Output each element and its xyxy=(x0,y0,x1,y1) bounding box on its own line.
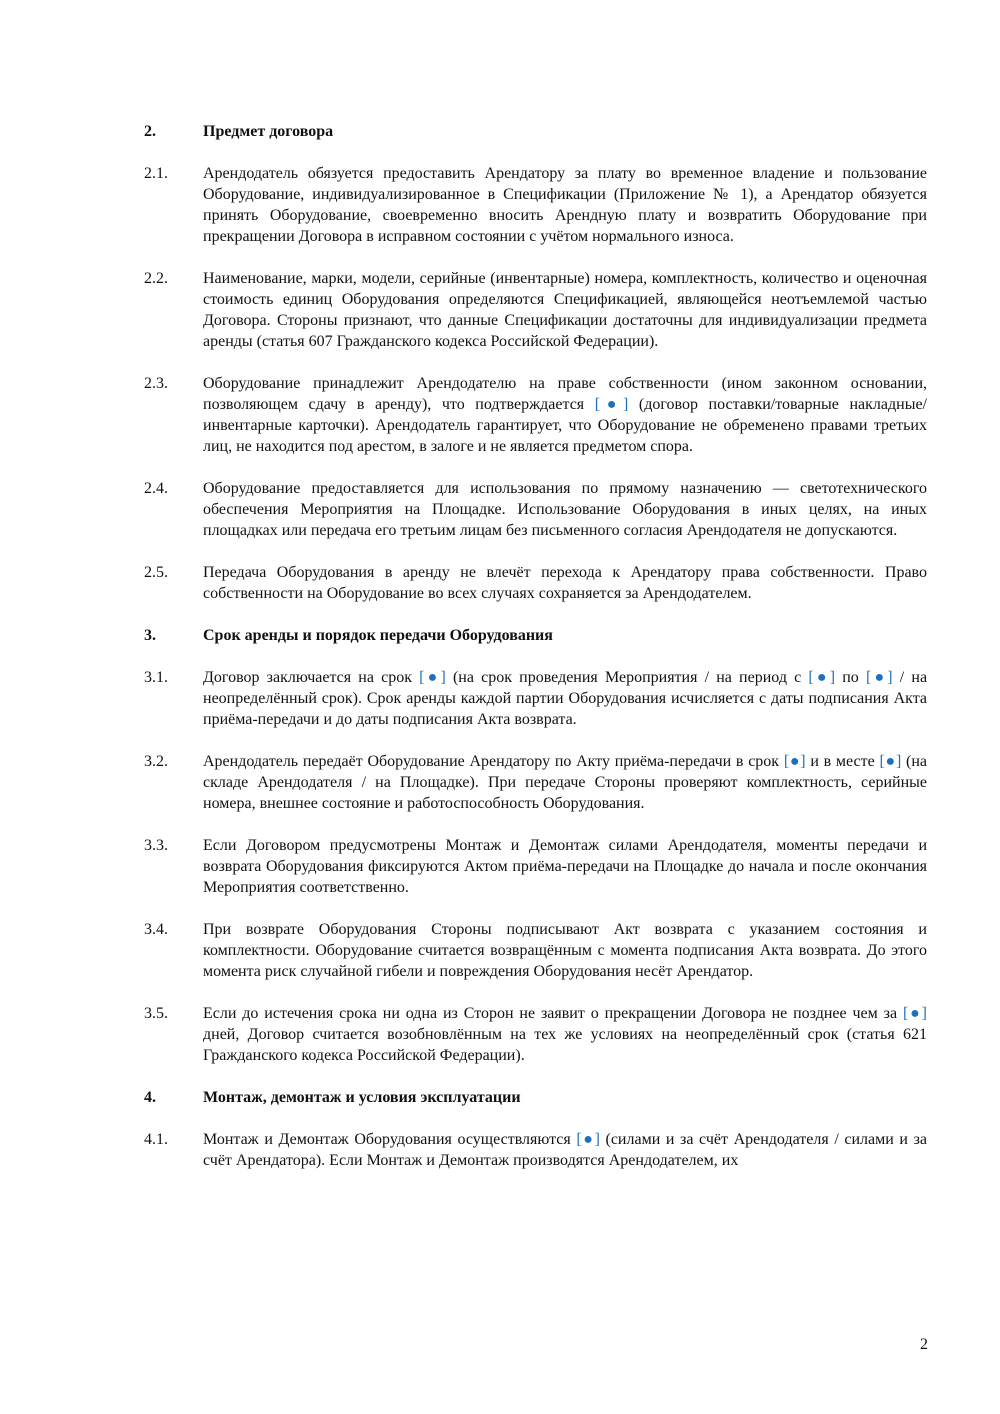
section-number: 2. xyxy=(144,123,156,140)
clause-text xyxy=(203,667,927,730)
clause-number: 3.2. xyxy=(144,753,168,770)
clause-text-segment: Наименование, марки, модели, серийные (инвентарные) номера, комплектность, количество и оценочная стоимость единиц Оборудования определяются Спецификацией, являющейся неотъемлемой частью Договора. Стороны признают, что данные Спецификации достаточны для индивидуализации предмета аренды (статья 607 Гражданского кодекса Российской Федерации). xyxy=(203,270,927,350)
clause-text-segment: Арендодатель передаёт Оборудование Арендатору по Акту приёма-передачи в срок xyxy=(203,753,784,770)
clause-text xyxy=(203,478,927,541)
clause-text-segment: (на складе Арендодателя / на Площадке). При передаче Стороны проверяют комплектность, серийные номера, внешнее состояние и работоспособность Оборудования. xyxy=(203,753,928,812)
clause-text-segment: и в месте xyxy=(805,753,880,770)
clause xyxy=(144,835,927,898)
clause-text xyxy=(203,1003,927,1066)
clause-number: 2.1. xyxy=(144,165,168,182)
page-number: 2 xyxy=(920,1336,928,1353)
clause-text xyxy=(203,1129,927,1171)
placeholder-marker: [●] xyxy=(879,753,902,770)
clause-text-segment: Если до истечения срока ни одна из Сторон не заявит о прекращении Договора не позднее чем за xyxy=(203,1005,903,1022)
clause-text-segment: Арендодатель обязуется предоставить Арендатору за плату во временное владение и пользование Оборудование, индивидуализированное в Спецификации (Приложение № 1), а Арендатор обязуется принять Оборудование, своевременно вносить Арендную плату и возвратить Оборудование при прекращении Договора в исправном состоянии с учётом нормального износа. xyxy=(203,165,927,245)
clause xyxy=(144,667,927,730)
clause-text xyxy=(203,751,927,814)
clause xyxy=(144,163,927,247)
clause-text-segment: (на срок проведения Мероприятия / на период с xyxy=(445,669,809,686)
clause xyxy=(144,268,927,352)
clause-text-segment: / на неопределённый срок). Срок аренды каждой партии Оборудования исчисляется с даты подписания Акта приёма-передачи и до даты подписания Акта возврата. xyxy=(203,669,928,728)
clause-number: 3.1. xyxy=(144,669,168,686)
clause-text-segment: по xyxy=(835,669,866,686)
clause-text xyxy=(203,562,927,604)
section-heading xyxy=(144,121,927,142)
clause-number: 3.4. xyxy=(144,921,168,938)
section-number: 4. xyxy=(144,1089,156,1106)
clause-number: 2.5. xyxy=(144,564,168,581)
clause-text-segment: (договор поставки/товарные накладные/инвентарные карточки). Арендодатель гарантирует, что Оборудование не обременено правами третьих лиц, не находится под арестом, в залоге и не является предметом спора. xyxy=(203,396,928,455)
clause-text-segment: дней, Договор считается возобновлённым на тех же условиях на неопределённый срок (статья 621 Гражданского кодекса Российской Федерации). xyxy=(203,1026,927,1064)
placeholder-marker: [●] xyxy=(576,1131,600,1148)
clause-text xyxy=(203,919,927,982)
placeholder-marker: [●] xyxy=(594,396,629,413)
section-heading xyxy=(144,1087,927,1108)
clause-text-segment: Договор заключается на срок xyxy=(203,669,420,686)
clause-number: 2.3. xyxy=(144,375,168,392)
placeholder-marker: [●] xyxy=(865,669,893,686)
clause-text-segment: Если Договором предусмотрены Монтаж и Демонтаж силами Арендодателя, моменты передачи и возврата Оборудования фиксируются Актом приёма-передачи на Площадке до начала и после окончания Мероприятия соответственно. xyxy=(203,837,927,896)
clause-number: 2.4. xyxy=(144,480,168,497)
clause xyxy=(144,562,927,604)
clause-text-segment: При возврате Оборудования Стороны подписывают Акт возврата с указанием состояния и комплектности. Оборудование считается возвращённым с момента подписания Акта возврата. До этого момента риск случайной гибели и повреждения Оборудования несёт Арендатор. xyxy=(203,921,927,980)
clause xyxy=(144,751,927,814)
clause-text-segment: Монтаж и Демонтаж Оборудования осуществляются xyxy=(203,1131,577,1148)
clause-text xyxy=(203,373,927,457)
placeholder-marker: [●] xyxy=(902,1005,927,1022)
clause-text xyxy=(203,835,927,898)
placeholder-marker: [●] xyxy=(808,669,836,686)
placeholder-marker: [●] xyxy=(419,669,446,686)
section-heading xyxy=(144,625,927,646)
section-number: 3. xyxy=(144,627,156,644)
clause-number: 3.3. xyxy=(144,837,168,854)
placeholder-marker: [●] xyxy=(783,753,806,770)
section-title: Монтаж, демонтаж и условия эксплуатации xyxy=(203,1089,521,1106)
clause-number: 3.5. xyxy=(144,1005,168,1022)
clause-text xyxy=(203,163,927,247)
clause-number: 4.1. xyxy=(144,1131,168,1148)
clause xyxy=(144,1003,927,1066)
clause xyxy=(144,373,927,457)
clause xyxy=(144,919,927,982)
clause xyxy=(144,1129,927,1171)
clause-text xyxy=(203,268,927,352)
clause-text-segment: Оборудование предоставляется для использования по прямому назначению — светотехнического обеспечения Мероприятия на Площадке. Использование Оборудования в иных целях, на иных площадках или передача его третьим лицам без письменного согласия Арендодателя не допускаются. xyxy=(203,480,927,539)
clause xyxy=(144,478,927,541)
document-body xyxy=(144,121,927,1192)
clause-text-segment: (силами и за счёт Арендодателя / силами и за счёт Арендатора). Если Монтаж и Демонтаж производятся Арендодателем, их xyxy=(203,1131,928,1169)
clause-text-segment: Оборудование принадлежит Арендодателю на праве собственности (ином законном основании, позволяющем сдачу в аренду), что подтверждается xyxy=(203,375,927,413)
section-title: Предмет договора xyxy=(203,123,334,140)
section-title: Срок аренды и порядок передачи Оборудования xyxy=(203,627,553,644)
clause-text-segment: Передача Оборудования в аренду не влечёт перехода к Арендатору права собственности. Право собственности на Оборудование во всех случаях сохраняется за Арендодателем. xyxy=(203,564,927,602)
clause-number: 2.2. xyxy=(144,270,168,287)
